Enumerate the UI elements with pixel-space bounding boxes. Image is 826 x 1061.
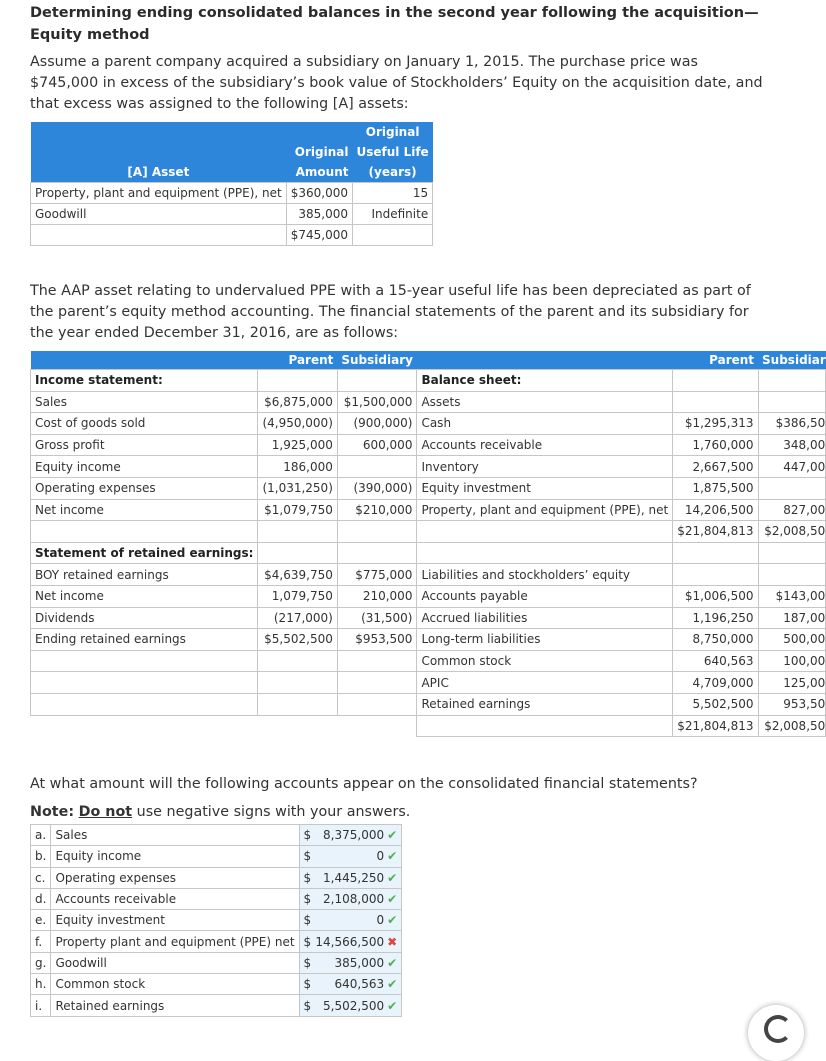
note (30, 804, 410, 820)
fs-left-parent (258, 521, 337, 543)
fs-right-parent: $1,295,313 (673, 413, 758, 435)
fs-row (31, 391, 826, 413)
fs-row (31, 564, 826, 586)
fs-left-parent: $5,502,500 (258, 629, 337, 651)
answer-row (31, 974, 402, 995)
currency-symbol: $ (299, 888, 311, 909)
answer-field[interactable] (311, 910, 402, 931)
fs-right-parent: 5,502,500 (673, 693, 758, 715)
answer-row (31, 867, 402, 888)
fs-right-subsidiary (758, 391, 826, 413)
fs-right-subsidiary (758, 564, 826, 586)
asset-life: Indefinite (353, 204, 433, 225)
answer-letter: a. (31, 825, 51, 846)
answer-label: Common stock (51, 974, 299, 995)
fs-row (31, 607, 826, 629)
fs-left-label: Income statement: (31, 370, 258, 392)
fs-left-subsidiary (337, 650, 417, 672)
fs-right-parent: 1,196,250 (673, 607, 758, 629)
fs-right-label (417, 542, 673, 564)
fs-left-parent: 1,925,000 (258, 434, 337, 456)
asset-amount: $360,000 (286, 183, 352, 204)
answer-field[interactable] (311, 952, 402, 973)
fs-right-parent: $1,006,500 (673, 585, 758, 607)
answer-row (31, 995, 402, 1016)
answer-row (31, 952, 402, 973)
answer-value[interactable]: 1,445,250 (323, 870, 385, 885)
fs-left-subsidiary (337, 521, 417, 543)
life-header-1: Original (353, 122, 433, 142)
fs-row (31, 650, 826, 672)
fs-right-parent: 8,750,000 (673, 629, 758, 651)
fs-right-label: Equity investment (417, 477, 673, 499)
life-header-2: Useful Life (353, 142, 433, 162)
fs-right-subsidiary: $143,00 (758, 585, 826, 607)
fs-right-subsidiary: 348,00 (758, 434, 826, 456)
fs-left-parent: (1,031,250) (258, 477, 337, 499)
asset-name: Goodwill (31, 204, 287, 225)
fs-left-parent: 186,000 (258, 456, 337, 478)
fs-left-parent (258, 370, 337, 392)
answer-letter: i. (31, 995, 51, 1016)
fs-left-label: BOY retained earnings (31, 564, 258, 586)
answer-label: Property plant and equipment (PPE) net (51, 931, 299, 952)
fs-left-parent (258, 650, 337, 672)
fs-right-parent (673, 391, 758, 413)
check-icon: ✔ (387, 977, 398, 992)
page-title: Determining ending consolidated balances in the second year following the acquisition—Equity method (30, 5, 759, 43)
fs-right-parent: 640,563 (673, 650, 758, 672)
currency-symbol: $ (299, 910, 311, 931)
answer-value[interactable]: 0 (376, 913, 385, 928)
fs-left-parent: (4,950,000) (258, 413, 337, 435)
fs-left-label (31, 672, 258, 694)
currency-symbol: $ (299, 995, 311, 1016)
fs-right-label: Retained earnings (417, 693, 673, 715)
fs-left-label: Equity income (31, 456, 258, 478)
currency-symbol: $ (299, 867, 311, 888)
answer-field[interactable] (311, 974, 402, 995)
asset-name: Property, plant and equipment (PPE), net (31, 183, 287, 204)
check-icon: ✔ (387, 998, 398, 1013)
currency-symbol: $ (299, 931, 311, 952)
asset-table (30, 122, 433, 246)
fs-left-subsidiary (337, 693, 417, 715)
fs-right-subsidiary (758, 477, 826, 499)
fs-left-label: Cost of goods sold (31, 413, 258, 435)
parent-col-header-right: Parent (673, 351, 758, 370)
fs-right-subsidiary: 100,00 (758, 650, 826, 672)
fs-row (31, 629, 826, 651)
answer-label: Operating expenses (51, 867, 299, 888)
fs-left-subsidiary: 210,000 (337, 585, 417, 607)
amount-header-1: Original (286, 142, 352, 162)
fs-right-label: Accrued liabilities (417, 607, 673, 629)
fs-right-label (417, 521, 673, 543)
currency-symbol: $ (299, 825, 311, 846)
fs-right-subsidiary: 953,50 (758, 693, 826, 715)
fs-right-label (417, 715, 673, 737)
fs-left-label (31, 693, 258, 715)
fs-left-label (31, 521, 258, 543)
fs-right-subsidiary: 125,00 (758, 672, 826, 694)
fs-right-parent (673, 370, 758, 392)
fs-right-label: Balance sheet: (417, 370, 673, 392)
fs-right-label: Assets (417, 391, 673, 413)
fs-left-label: Gross profit (31, 434, 258, 456)
fs-row (31, 477, 826, 499)
answer-field[interactable] (311, 867, 402, 888)
fs-right-subsidiary: 827,00 (758, 499, 826, 521)
note-text: use negative signs with your answers. (136, 804, 411, 820)
answer-row (31, 825, 402, 846)
answer-field[interactable] (311, 846, 402, 867)
currency-symbol: $ (299, 974, 311, 995)
fs-row (31, 456, 826, 478)
fs-left-subsidiary: (390,000) (337, 477, 417, 499)
fs-left-label: Net income (31, 585, 258, 607)
answer-row (31, 931, 402, 952)
answer-letter: c. (31, 867, 51, 888)
fs-row (31, 370, 826, 392)
fs-left-subsidiary: $953,500 (337, 629, 417, 651)
intro-paragraph: Assume a parent company acquired a subsidiary on January 1, 2015. The purchase price was $745,000 in excess of the subsidiary’s book value of Stockholders’ Equity on the acquisition date, and that excess was assigned to the following [A] assets: (30, 54, 763, 112)
fs-right-subsidiary (758, 542, 826, 564)
answer-field[interactable] (311, 995, 402, 1016)
answer-value[interactable]: 14,566,500 (315, 934, 385, 949)
check-icon: ✔ (387, 828, 398, 843)
check-icon: ✔ (387, 849, 398, 864)
fs-left-parent: $6,875,000 (258, 391, 337, 413)
check-icon: ✔ (387, 955, 398, 970)
answer-letter: f. (31, 931, 51, 952)
answer-value[interactable]: 640,563 (334, 977, 385, 992)
fs-right-parent (673, 542, 758, 564)
note-emphasis: Do not (78, 804, 133, 820)
fs-right-label: Accounts receivable (417, 434, 673, 456)
fs-left-subsidiary: (31,500) (337, 607, 417, 629)
answer-letter: h. (31, 974, 51, 995)
subsidiary-col-header-right: Subsidiar (758, 351, 826, 370)
currency-symbol: $ (299, 952, 311, 973)
fs-left-subsidiary (337, 672, 417, 694)
fs-right-parent: 2,667,500 (673, 456, 758, 478)
second-paragraph: The AAP asset relating to undervalued PPE with a 15-year useful life has been depreciated as part of the parent’s equity method accounting. The financial statements of the parent and its subsidiary for the year ended December 31, 2016, are as follows: (30, 283, 751, 341)
asset-row (31, 204, 433, 225)
refresh-icon (764, 1015, 792, 1043)
fs-right-subsidiary: 187,00 (758, 607, 826, 629)
fs-right-label: Accounts payable (417, 585, 673, 607)
fs-left-parent: 1,079,750 (258, 585, 337, 607)
note-prefix: Note: (30, 804, 75, 820)
fs-left-parent (258, 542, 337, 564)
fs-right-parent: 1,875,500 (673, 477, 758, 499)
answer-value[interactable]: 385,000 (334, 955, 385, 970)
answer-letter: b. (31, 846, 51, 867)
fs-left-subsidiary: $775,000 (337, 564, 417, 586)
asset-header: [A] Asset (31, 162, 287, 183)
answer-field[interactable] (311, 825, 402, 846)
fs-right-subsidiary: 500,00 (758, 629, 826, 651)
help-button[interactable] (748, 1005, 804, 1061)
answer-field[interactable] (311, 931, 402, 952)
asset-name (31, 225, 287, 246)
fs-right-label: Long-term liabilities (417, 629, 673, 651)
answer-row (31, 846, 402, 867)
fs-row (31, 542, 826, 564)
fs-right-parent: 14,206,500 (673, 499, 758, 521)
answer-letter: g. (31, 952, 51, 973)
subsidiary-col-header: Subsidiary (337, 351, 417, 370)
asset-row (31, 183, 433, 204)
check-icon: ✔ (387, 892, 398, 907)
answer-letter: d. (31, 888, 51, 909)
answer-label: Goodwill (51, 952, 299, 973)
check-icon: ✔ (387, 913, 398, 928)
fs-right-parent: 4,709,000 (673, 672, 758, 694)
answer-value[interactable]: 5,502,500 (323, 998, 385, 1013)
fs-left-label: Net income (31, 499, 258, 521)
fs-row (31, 715, 826, 737)
answer-field[interactable] (311, 888, 402, 909)
fs-right-label: Liabilities and stockholders’ equity (417, 564, 673, 586)
answer-value[interactable]: 2,108,000 (323, 892, 385, 907)
answer-label: Sales (51, 825, 299, 846)
fs-left-label (31, 650, 258, 672)
fs-left-subsidiary (337, 370, 417, 392)
fs-right-label: APIC (417, 672, 673, 694)
fs-right-subsidiary: $2,008,50 (758, 715, 826, 737)
asset-amount: 385,000 (286, 204, 352, 225)
fs-right-parent: $21,804,813 (673, 521, 758, 543)
fs-right-parent: 1,760,000 (673, 434, 758, 456)
fs-row (31, 585, 826, 607)
fs-right-subsidiary (758, 370, 826, 392)
answer-table (30, 824, 402, 1017)
fs-row (31, 413, 826, 435)
fs-left-label: Ending retained earnings (31, 629, 258, 651)
fs-row (31, 499, 826, 521)
fs-left-label: Sales (31, 391, 258, 413)
x-mark-icon: ✖ (387, 934, 398, 949)
fs-right-subsidiary: $2,008,50 (758, 521, 826, 543)
asset-amount: $745,000 (286, 225, 352, 246)
fs-left-parent: $1,079,750 (258, 499, 337, 521)
fs-left-subsidiary: $210,000 (337, 499, 417, 521)
fs-row (31, 434, 826, 456)
answer-row (31, 888, 402, 909)
answer-row (31, 910, 402, 931)
fs-left-subsidiary: $1,500,000 (337, 391, 417, 413)
fs-left-parent (258, 693, 337, 715)
fs-right-label: Cash (417, 413, 673, 435)
fs-right-parent (673, 564, 758, 586)
life-header-3: (years) (353, 162, 433, 183)
fs-row (31, 672, 826, 694)
fs-left-label: Dividends (31, 607, 258, 629)
fs-left-subsidiary (337, 456, 417, 478)
fs-left-subsidiary: 600,000 (337, 434, 417, 456)
fs-left-parent: $4,639,750 (258, 564, 337, 586)
fs-right-label: Property, plant and equipment (PPE), net (417, 499, 673, 521)
answer-label: Equity investment (51, 910, 299, 931)
fs-left-subsidiary (337, 542, 417, 564)
answer-label: Accounts receivable (51, 888, 299, 909)
answer-value[interactable]: 8,375,000 (323, 828, 385, 843)
asset-life (353, 225, 433, 246)
parent-col-header: Parent (258, 351, 337, 370)
check-icon: ✔ (387, 870, 398, 885)
answer-value[interactable]: 0 (376, 849, 385, 864)
fs-row (31, 693, 826, 715)
asset-life: 15 (353, 183, 433, 204)
fs-right-label: Inventory (417, 456, 673, 478)
question-text: At what amount will the following accounts appear on the consolidated financial statements? (30, 776, 698, 792)
asset-row (31, 225, 433, 246)
answer-letter: e. (31, 910, 51, 931)
amount-header-2: Amount (286, 162, 352, 183)
fs-right-parent: $21,804,813 (673, 715, 758, 737)
fs-right-subsidiary: 447,00 (758, 456, 826, 478)
fs-left-label: Operating expenses (31, 477, 258, 499)
fs-row (31, 521, 826, 543)
fs-right-subsidiary: $386,50 (758, 413, 826, 435)
fs-right-label: Common stock (417, 650, 673, 672)
currency-symbol: $ (299, 846, 311, 867)
answer-label: Retained earnings (51, 995, 299, 1016)
fs-left-parent: (217,000) (258, 607, 337, 629)
answer-label: Equity income (51, 846, 299, 867)
fs-left-subsidiary: (900,000) (337, 413, 417, 435)
financial-statements-table (30, 351, 826, 737)
fs-left-label: Statement of retained earnings: (31, 542, 258, 564)
fs-left-parent (258, 672, 337, 694)
